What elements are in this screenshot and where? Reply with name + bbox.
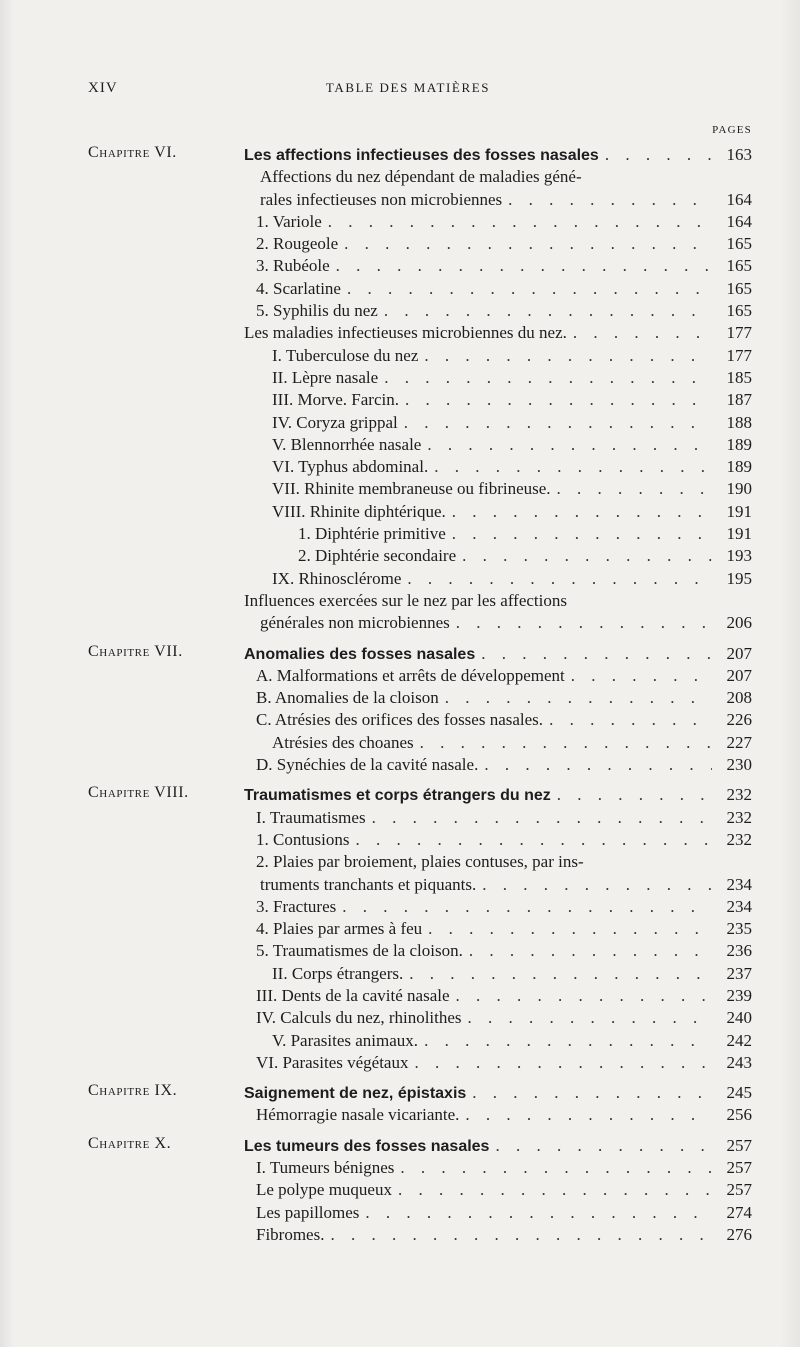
page-number: 195: [726, 568, 752, 588]
entry-title: 4. Scarlatine: [256, 278, 341, 298]
dot-leader: [462, 545, 712, 567]
toc-entry: [244, 1135, 752, 1157]
entry-title: I. Traumatismes: [256, 807, 366, 827]
dot-leader: [452, 501, 712, 523]
dot-leader: [557, 478, 712, 500]
entry-title: générales non microbiennes: [260, 613, 450, 633]
chapter-title: Anomalies des fosses nasales: [244, 645, 476, 663]
entry-title: II. Lèpre nasale: [272, 367, 379, 387]
page-number: 274: [726, 1202, 752, 1222]
entry-title: IX. Rhinosclérome: [272, 568, 402, 588]
entry-title: Les maladies infectieuses microbiennes du nez.: [244, 323, 567, 343]
dot-leader: [400, 1157, 712, 1179]
page-number: 234: [726, 874, 752, 894]
entry-title: 1. Contusions: [256, 829, 350, 849]
entry-title: rales infectieuses non microbiennes: [260, 189, 503, 209]
page-number: 232: [726, 807, 752, 827]
page-number: 226: [726, 710, 752, 730]
page-number: 239: [726, 985, 752, 1005]
entry-title: 3. Fractures: [256, 896, 337, 916]
page-number: 188: [726, 412, 752, 432]
toc-entry: [244, 545, 752, 567]
toc-entry: [244, 345, 752, 367]
entry-title: Affections du nez dépendant de maladies géné-: [260, 167, 582, 187]
chapter-entries: [244, 784, 752, 1074]
page-number: 164: [726, 189, 752, 209]
chapter-entries: [244, 144, 752, 635]
page-number: 240: [726, 1008, 752, 1028]
page-number: 236: [726, 941, 752, 961]
entry-title: truments tranchants et piquants.: [260, 874, 477, 894]
page-number: 235: [726, 919, 752, 939]
page-number: 234: [726, 896, 752, 916]
toc-entry: [244, 523, 752, 545]
toc-entry: [244, 612, 752, 634]
toc-entry: [244, 278, 752, 300]
toc-entry: [244, 1104, 752, 1126]
toc-entry: [244, 367, 752, 389]
page-number: 193: [726, 546, 752, 566]
dot-leader: [342, 896, 712, 918]
page-number: 177: [726, 345, 752, 365]
dot-leader: [404, 412, 712, 434]
toc-entry: [244, 501, 752, 523]
dot-leader: [508, 189, 712, 211]
page-number: 243: [726, 1052, 752, 1072]
toc-entry: [244, 478, 752, 500]
page-number: 256: [726, 1105, 752, 1125]
entry-title: 4. Plaies par armes à feu: [256, 919, 423, 939]
dot-leader: [398, 1179, 712, 1201]
toc-entry: [244, 434, 752, 456]
dot-leader: [481, 643, 712, 665]
chapter-entries: [244, 643, 752, 777]
page-number: 163: [726, 145, 752, 164]
entry-title: 5. Syphilis du nez: [256, 301, 378, 321]
entry-title: 3. Rubéole: [256, 256, 330, 276]
toc-entry: [244, 1202, 752, 1224]
dot-leader: [336, 255, 712, 277]
page-number: 227: [726, 732, 752, 752]
chapter-title: Traumatismes et corps étrangers du nez: [244, 787, 551, 805]
toc-entry: [244, 1082, 752, 1104]
page-number: 230: [726, 755, 752, 775]
toc-entry: [244, 687, 752, 709]
entry-title: VI. Parasites végétaux: [256, 1052, 409, 1072]
chapter-label: Chapitre X.: [88, 1134, 172, 1152]
dot-leader: [465, 1104, 712, 1126]
toc-entry: [244, 665, 752, 687]
page-number: 245: [726, 1083, 752, 1103]
page-number: 232: [726, 829, 752, 849]
dot-leader: [484, 754, 712, 776]
page-number: 207: [726, 643, 752, 663]
toc-entry: [244, 829, 752, 851]
toc-entry: [244, 940, 752, 962]
page-number: 189: [726, 457, 752, 477]
dot-leader: [472, 1082, 712, 1104]
entry-title: VI. Typhus abdominal.: [272, 457, 429, 477]
entry-title: I. Tumeurs bénignes: [256, 1158, 395, 1178]
dot-leader: [420, 732, 712, 754]
toc-entry: [244, 709, 752, 731]
toc-entry: [244, 1157, 752, 1179]
dot-leader: [372, 807, 712, 829]
entry-title: VIII. Rhinite diphtérique.: [272, 501, 446, 521]
toc-entry: [244, 985, 752, 1007]
entry-title: Hémorragie nasale vicariante.: [256, 1105, 460, 1125]
entry-title: V. Blennorrhée nasale: [272, 434, 422, 454]
running-header: [88, 80, 728, 100]
toc-entry: [244, 322, 752, 344]
dot-leader: [384, 367, 712, 389]
dot-leader: [469, 940, 712, 962]
entry-title: III. Dents de la cavité nasale: [256, 985, 450, 1005]
toc-entry: [244, 211, 752, 233]
dot-leader: [409, 963, 712, 985]
running-title: TABLE DES MATIÈRES: [325, 80, 491, 95]
entry-title: D. Synéchies de la cavité nasale.: [256, 755, 479, 775]
page-number: 276: [726, 1224, 752, 1244]
toc-entry: [244, 144, 752, 166]
chapter-block: [0, 643, 800, 777]
toc-entry: [244, 874, 752, 896]
chapter-entries: [244, 1082, 752, 1127]
entry-title: 2. Diphtérie secondaire: [298, 546, 457, 566]
page-number: 206: [726, 613, 752, 633]
toc-entry: [244, 1007, 752, 1029]
page-folio: XIV: [88, 80, 118, 96]
dot-leader: [405, 389, 712, 411]
toc-entry: [244, 851, 752, 873]
chapter-label: Chapitre VI.: [88, 144, 177, 161]
page-number: 190: [726, 479, 752, 499]
page-number: 242: [726, 1030, 752, 1050]
page-number: 165: [726, 278, 752, 298]
toc-entry: [244, 1224, 752, 1246]
toc-entry: [244, 1052, 752, 1074]
chapter-label: Chapitre VIII.: [88, 784, 189, 802]
chapter-title: Les tumeurs des fosses nasales: [244, 1137, 490, 1155]
entry-title: C. Atrésies des orifices des fosses nasales.: [256, 710, 544, 730]
toc-entry: [244, 1030, 752, 1052]
entry-title: Atrésies des choanes: [272, 732, 414, 752]
dot-leader: [557, 784, 712, 806]
chapter-block: [0, 144, 800, 635]
page-number: 237: [726, 963, 752, 983]
entry-title: 5. Traumatismes de la cloison.: [256, 941, 463, 961]
chapter-entries: [244, 1135, 752, 1246]
toc-entry: [244, 189, 752, 211]
toc-entry: [244, 1179, 752, 1201]
dot-leader: [344, 233, 712, 255]
dot-leader: [456, 612, 712, 634]
entry-title: Influences exercées sur le nez par les affections: [244, 590, 567, 610]
dot-leader: [573, 322, 712, 344]
toc-entry: [244, 166, 752, 188]
toc-entry: [244, 896, 752, 918]
dot-leader: [365, 1202, 712, 1224]
toc-entry: [244, 918, 752, 940]
chapter-title: Saignement de nez, épistaxis: [244, 1085, 467, 1103]
page-number: 187: [726, 390, 752, 410]
toc-entry: [244, 807, 752, 829]
page-number: 191: [726, 524, 752, 544]
entry-title: 2. Plaies par broiement, plaies contuses, par ins-: [256, 852, 584, 872]
chapter-block: [0, 1135, 800, 1246]
entry-title: IV. Calculs du nez, rhinolithes: [256, 1008, 462, 1028]
dot-leader: [330, 1224, 712, 1246]
toc-entry: [244, 568, 752, 590]
pages-column-label: PAGES: [712, 124, 752, 136]
page-number: 165: [726, 256, 752, 276]
table-of-contents: [0, 144, 800, 1254]
toc-entry: [244, 412, 752, 434]
dot-leader: [424, 1030, 712, 1052]
dot-leader: [605, 144, 712, 166]
page-number: 257: [726, 1158, 752, 1178]
entry-title: 2. Rougeole: [256, 234, 339, 254]
page-number: 164: [726, 211, 752, 231]
entry-title: 1. Variole: [256, 211, 322, 231]
dot-leader: [434, 456, 712, 478]
toc-entry: [244, 590, 752, 612]
toc-entry: [244, 963, 752, 985]
page-number: 165: [726, 234, 752, 254]
dot-leader: [356, 829, 712, 851]
page-number: 185: [726, 367, 752, 387]
entry-title: I. Tuberculose du nez: [272, 345, 419, 365]
dot-leader: [428, 918, 712, 940]
dot-leader: [384, 300, 712, 322]
dot-leader: [424, 345, 712, 367]
toc-entry: [244, 643, 752, 665]
toc-entry: [244, 456, 752, 478]
chapter-label: Chapitre IX.: [88, 1082, 178, 1100]
toc-entry: [244, 754, 752, 776]
entry-title: IV. Coryza grippal: [272, 412, 398, 432]
toc-entry: [244, 389, 752, 411]
entry-title: V. Parasites animaux.: [272, 1030, 419, 1050]
dot-leader: [445, 687, 712, 709]
page-number: 208: [726, 688, 752, 708]
chapter-label: Chapitre VII.: [88, 642, 183, 660]
toc-entry: [244, 784, 752, 806]
chapter-block: [0, 1082, 800, 1127]
entry-title: B. Anomalies de la cloison: [256, 688, 439, 708]
entry-title: VII. Rhinite membraneuse ou fibrineuse.: [272, 479, 551, 499]
dot-leader: [407, 568, 712, 590]
dot-leader: [427, 434, 712, 456]
page-number: 165: [726, 301, 752, 321]
chapter-block: [0, 784, 800, 1074]
dot-leader: [456, 985, 712, 1007]
dot-leader: [414, 1052, 712, 1074]
dot-leader: [495, 1135, 712, 1157]
page-number: 191: [726, 501, 752, 521]
page-number: 257: [726, 1180, 752, 1200]
entry-title: A. Malformations et arrêts de développement: [256, 665, 565, 685]
chapter-title: Les affections infectieuses des fosses nasales: [244, 147, 599, 164]
entry-title: II. Corps étrangers.: [272, 963, 404, 983]
dot-leader: [328, 211, 712, 233]
dot-leader: [571, 665, 712, 687]
dot-leader: [452, 523, 712, 545]
page-number: 232: [726, 785, 752, 805]
entry-title: Le polype muqueux: [256, 1180, 392, 1200]
entry-title: 1. Diphtérie primitive: [298, 524, 446, 544]
page-number: 207: [726, 665, 752, 685]
page-number: 189: [726, 434, 752, 454]
dot-leader: [482, 874, 712, 896]
dot-leader: [468, 1007, 712, 1029]
page-number: 257: [726, 1135, 752, 1155]
entry-title: Les papillomes: [256, 1202, 360, 1222]
entry-title: III. Morve. Farcin.: [272, 390, 399, 410]
toc-entry: [244, 732, 752, 754]
toc-entry: [244, 300, 752, 322]
dot-leader: [549, 709, 712, 731]
dot-leader: [347, 278, 712, 300]
entry-title: Fibromes.: [256, 1224, 325, 1244]
toc-entry: [244, 255, 752, 277]
toc-entry: [244, 233, 752, 255]
page-number: 177: [726, 323, 752, 343]
